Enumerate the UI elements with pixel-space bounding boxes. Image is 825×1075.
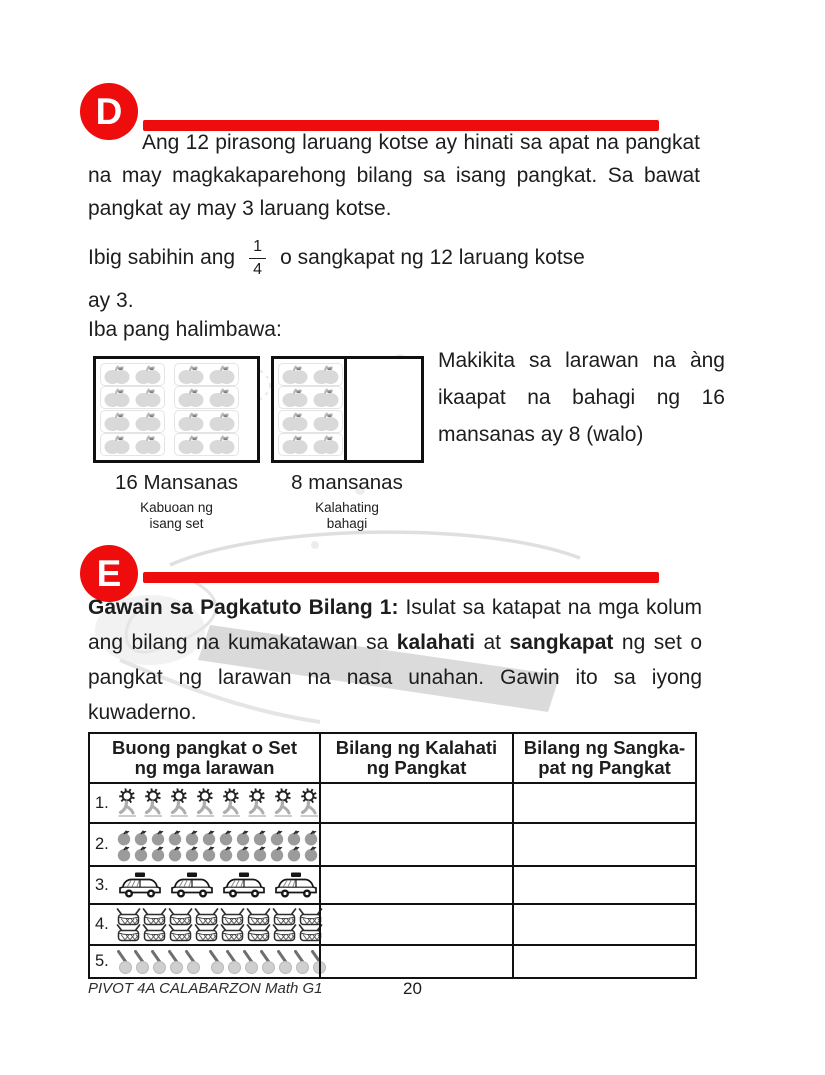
- apple-icon: [280, 411, 310, 432]
- table-row: [90, 867, 695, 905]
- lollipop-icon: [293, 949, 309, 975]
- taxi-icon-set: [116, 872, 320, 899]
- answer-cell-half: [319, 784, 512, 822]
- section-d-paragraph: Ang 12 pirasong laruang kotse ay hinati sa apat na pangkat na may magkakaparehong bilang sa isang pangkat. Sa bawat pangkat ay may 3 laruang kotse.: [88, 131, 700, 220]
- activity-instructions: [88, 590, 702, 730]
- fraction-sentence-after: o sangkapat ng 12 laruang kotse: [280, 246, 585, 270]
- flower-icon: [272, 788, 294, 818]
- apple-box-8-empty-half: [347, 359, 421, 460]
- flower-icon: [116, 788, 138, 818]
- apple-icon: [207, 411, 237, 432]
- apple-icon: [207, 364, 237, 385]
- answer-cell-quarter: [512, 784, 695, 822]
- fruit-icon-set: [116, 829, 319, 861]
- fruit-icon: [286, 844, 302, 862]
- activity-keyword-kalahati: kalahati: [396, 631, 475, 654]
- apple-icon: [102, 364, 132, 385]
- apple-icon: [311, 411, 341, 432]
- set-picture-cell: [90, 784, 319, 822]
- apple-pair: [278, 363, 343, 386]
- activity-instruction-part1: Isulat sa katapat na mga kolum ang bilang na kumakatawan sa: [88, 596, 702, 654]
- apple-icon: [207, 434, 237, 455]
- apple-box-16-sublabel-line1: Kabuoan ng: [140, 500, 213, 515]
- lollipop-icon: [276, 949, 292, 975]
- flower-icon-set: [116, 788, 320, 818]
- answer-cell-quarter: [512, 905, 695, 944]
- apple-icon: [176, 411, 206, 432]
- activity-title: Gawain sa Pagkatuto Bilang 1:: [88, 596, 399, 619]
- fraction-sentence-wrap: ay 3.: [88, 289, 134, 312]
- apple-pair: [174, 363, 239, 386]
- apple-pair: [278, 386, 343, 409]
- apple-box-16: [93, 356, 260, 463]
- flower-icon: [194, 788, 216, 818]
- apple-pair: [174, 386, 239, 409]
- apple-icon: [311, 364, 341, 385]
- lollipop-icon: [133, 949, 149, 975]
- apple-pair: [174, 433, 239, 456]
- exercise-table: [88, 732, 697, 979]
- fraction-one-fourth: [249, 238, 266, 278]
- fraction-sentence: [88, 238, 704, 278]
- examples-label: Iba pang halimbawa:: [88, 318, 282, 341]
- section-d-badge: D: [80, 83, 138, 140]
- drum-icon: [168, 924, 193, 942]
- apple-pair: [100, 386, 165, 409]
- apple-icon: [280, 387, 310, 408]
- apple-pair: [100, 363, 165, 386]
- activity-instruction-part3: ng set o pangkat ng larawan na nasa unahan. Gawin ito sa iyong kuwaderno.: [88, 631, 702, 724]
- drum-icon: [116, 924, 141, 942]
- flower-icon: [298, 788, 320, 818]
- table-row: [90, 824, 695, 867]
- footer-page-number: 20: [403, 979, 422, 998]
- apple-box-16-sublabel-line2: isang set: [149, 515, 204, 531]
- row-number: 1.: [95, 793, 109, 812]
- answer-cell-quarter: [512, 867, 695, 903]
- apple-row: [100, 410, 253, 433]
- fruit-icon: [303, 844, 319, 862]
- section-e-badge: E: [80, 545, 138, 602]
- apple-icon: [176, 364, 206, 385]
- apple-icon: [311, 387, 341, 408]
- fruit-icon: [116, 844, 132, 862]
- apple-row: [100, 386, 253, 409]
- fraction-denominator: 4: [253, 260, 263, 278]
- flower-icon: [220, 788, 242, 818]
- lollipop-icon: [116, 949, 132, 975]
- fruit-icon: [133, 844, 149, 862]
- fruit-icon: [252, 844, 268, 862]
- drum-icon: [272, 924, 297, 942]
- lollipop-icon: [150, 949, 166, 975]
- fruit-icon: [201, 844, 217, 862]
- lollipop-icon: [167, 949, 183, 975]
- apple-box-8: [271, 356, 424, 463]
- lollipop-icon: [208, 949, 224, 975]
- fraction-sentence-before: Ibig sabihin ang: [88, 246, 236, 270]
- apple-icon: [102, 387, 132, 408]
- table-row: [90, 905, 695, 946]
- apple-box-8-label: 8 mansanas: [291, 471, 403, 494]
- drum-icon: [194, 924, 219, 942]
- apple-icon: [133, 411, 163, 432]
- apple-grid-8: [274, 359, 344, 460]
- answer-cell-half: [319, 867, 512, 903]
- table-header-cell: Bilang ng Sangka- pat ng Pangkat: [512, 734, 695, 782]
- lollipop-icon-set: [116, 949, 326, 975]
- apple-row: [100, 363, 253, 386]
- fraction-numerator: 1: [253, 238, 263, 255]
- fruit-icon: [235, 844, 251, 862]
- table-header-cell: Buong pangkat o Set ng mga larawan: [112, 736, 297, 778]
- apple-box-8-sublabel-line1: Kalahating: [315, 500, 379, 515]
- footer-book-title: PIVOT 4A CALABARZON Math G1: [88, 980, 323, 997]
- row-number: 2.: [95, 835, 109, 853]
- row-number: 5.: [95, 952, 109, 970]
- apple-icon: [207, 387, 237, 408]
- answer-cell-half: [319, 824, 512, 865]
- set-picture-cell: [90, 867, 319, 903]
- taxi-icon: [220, 872, 268, 899]
- activity-keyword-sangkapat: sangkapat: [509, 631, 614, 654]
- apple-pair: [174, 410, 239, 433]
- apple-icon: [280, 434, 310, 455]
- table-header-row: [90, 734, 695, 784]
- apple-icon: [280, 364, 310, 385]
- set-picture-cell: [90, 946, 319, 977]
- fruit-icon: [184, 844, 200, 862]
- apple-row: [278, 410, 340, 433]
- apple-box-16-sublabel: [93, 500, 260, 531]
- table-header-cell: Bilang ng Kalahati ng Pangkat: [319, 734, 512, 782]
- table-row: [90, 946, 695, 977]
- flower-icon: [246, 788, 268, 818]
- taxi-icon: [272, 872, 320, 899]
- fruit-icon: [167, 844, 183, 862]
- answer-cell-quarter: [512, 824, 695, 865]
- lollipop-icon: [242, 949, 258, 975]
- set-picture-cell: [90, 824, 319, 865]
- taxi-icon: [168, 872, 216, 899]
- apple-pair: [100, 433, 165, 456]
- fruit-icon: [150, 844, 166, 862]
- lollipop-icon: [259, 949, 275, 975]
- apple-box-16-label: 16 Mansanas: [114, 471, 239, 494]
- apple-grid-16: [96, 359, 257, 460]
- fruit-icon: [218, 844, 234, 862]
- apple-example-note: Makikita sa larawan na àng ikaapat na bahagi ng 16 mansanas ay 8 (walo): [438, 349, 725, 446]
- apple-box-8-sublabel: [262, 500, 432, 531]
- drum-icon: [246, 924, 271, 942]
- answer-cell-half: [319, 905, 512, 944]
- flower-icon: [168, 788, 190, 818]
- apple-icon: [133, 387, 163, 408]
- flower-icon: [142, 788, 164, 818]
- apple-box-8-left-half: [274, 359, 347, 460]
- apple-icon: [176, 434, 206, 455]
- answer-cell-half: [319, 946, 512, 977]
- row-number: 3.: [95, 875, 109, 894]
- apple-icon: [311, 434, 341, 455]
- activity-instruction-part2: at: [474, 631, 510, 654]
- lollipop-icon: [225, 949, 241, 975]
- set-picture-cell: [90, 905, 319, 944]
- fraction-bar: [249, 258, 266, 259]
- apple-icon: [102, 434, 132, 455]
- table-row: [90, 784, 695, 824]
- apple-icon: [133, 434, 163, 455]
- drum-icon-set: [116, 909, 323, 941]
- section-e-rule: [143, 572, 659, 583]
- drum-icon: [220, 924, 245, 942]
- drum-icon: [142, 924, 167, 942]
- apple-box-8-sublabel-line2: bahagi: [326, 515, 368, 531]
- taxi-icon: [116, 872, 164, 899]
- fruit-icon: [269, 844, 285, 862]
- apple-pair: [278, 410, 343, 433]
- apple-icon: [176, 387, 206, 408]
- apple-pair: [278, 433, 343, 456]
- apple-icon: [102, 411, 132, 432]
- apple-pair: [100, 410, 165, 433]
- apple-row: [278, 386, 340, 409]
- lollipop-icon: [184, 949, 200, 975]
- apple-row: [100, 433, 253, 456]
- apple-row: [278, 363, 340, 386]
- row-number: 4.: [95, 915, 109, 933]
- apple-icon: [133, 364, 163, 385]
- answer-cell-quarter: [512, 946, 695, 977]
- apple-row: [278, 433, 340, 456]
